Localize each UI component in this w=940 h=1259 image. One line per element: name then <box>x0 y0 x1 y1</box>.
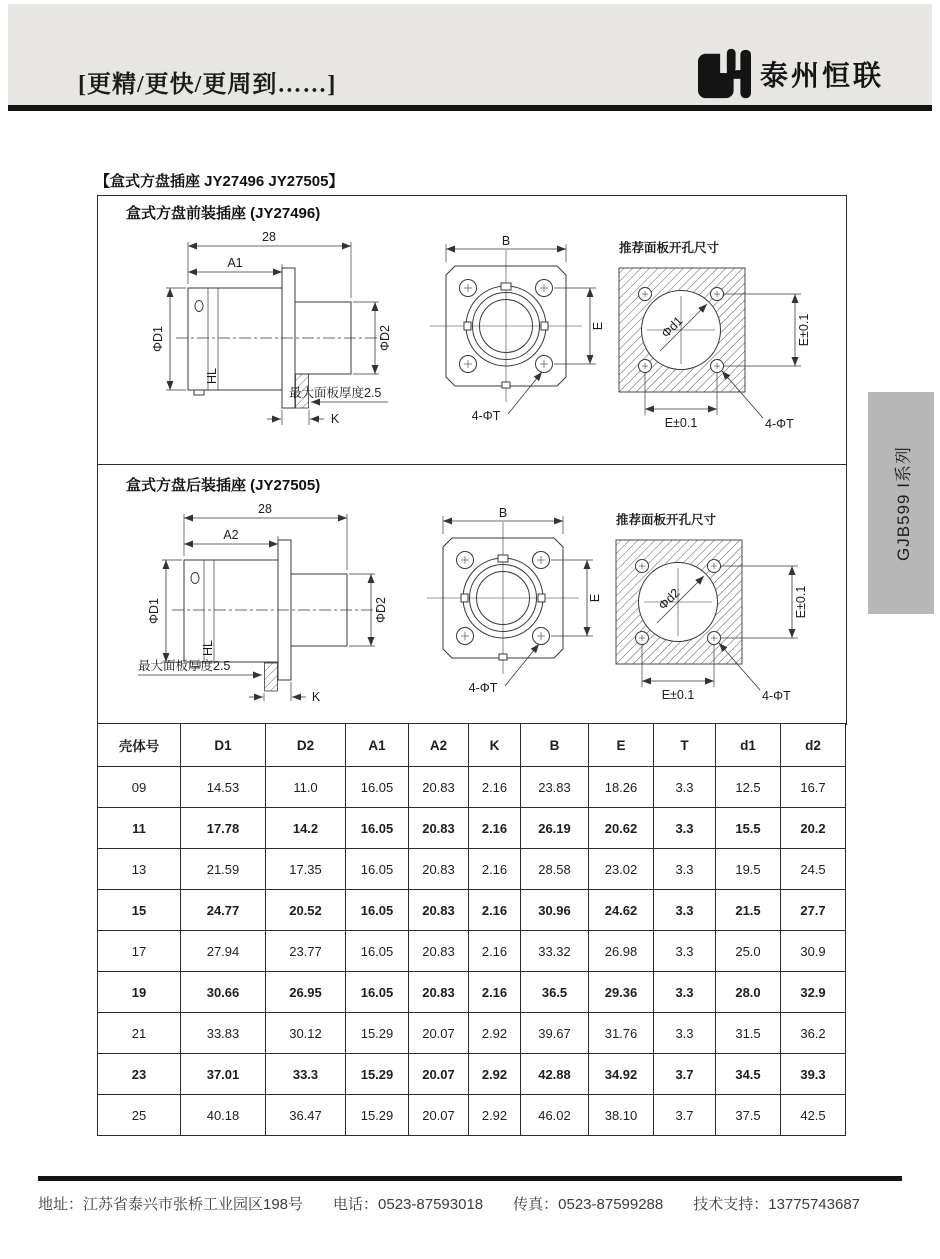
table-cell: 3.7 <box>654 1054 716 1095</box>
front-mount-title: 盒式方盘前装插座 (JY27496) <box>126 205 321 222</box>
dim-label: A2 <box>223 528 239 542</box>
dim-label: K <box>311 690 321 703</box>
table-cell: 21.59 <box>181 849 266 890</box>
table-row <box>98 1013 846 1054</box>
footer-rule <box>38 1176 902 1181</box>
table-cell: 33.32 <box>521 931 589 972</box>
dim-label: 4-ΦT <box>471 409 501 423</box>
hl-mark: HL <box>205 368 219 384</box>
table-cell: 25.0 <box>716 931 781 972</box>
flange-front-view <box>416 236 611 428</box>
table-cell: 18.26 <box>589 767 654 808</box>
dim-label: B <box>501 236 511 248</box>
table-cell: 13 <box>98 849 181 890</box>
table-cell: 42.5 <box>781 1095 846 1136</box>
dim-label: E±0.1 <box>794 585 808 619</box>
table-cell: 19 <box>98 972 181 1013</box>
table-cell: 28.0 <box>716 972 781 1013</box>
table-header-row <box>98 724 846 767</box>
column-header: d2 <box>781 724 846 767</box>
footer-support: 技术支持：13775743687 <box>693 1196 861 1213</box>
table-cell: 24.77 <box>181 890 266 931</box>
table-cell: 15.5 <box>716 808 781 849</box>
header-slogan: [更精/更快/更周到……] <box>78 72 337 98</box>
header-rule <box>8 105 932 111</box>
dim-label: E <box>591 321 605 331</box>
column-header: A1 <box>346 724 409 767</box>
table-cell: 16.05 <box>346 767 409 808</box>
panel-cutout-title: 推荐面板开孔尺寸 <box>616 513 717 527</box>
table-cell: 14.2 <box>266 808 346 849</box>
max-panel-note: 最大面板厚度2.5 <box>138 659 231 673</box>
table-cell: 15.29 <box>346 1095 409 1136</box>
table-cell: 20.83 <box>409 808 469 849</box>
table-cell: 42.88 <box>521 1054 589 1095</box>
section-heading: 【盒式方盘插座 JY27496 JY27505】 <box>95 173 344 190</box>
table-cell: 23.83 <box>521 767 589 808</box>
table-cell: 16.05 <box>346 849 409 890</box>
table-row <box>98 767 846 808</box>
rear-mount-title: 盒式方盘后装插座 (JY27505) <box>126 477 321 494</box>
table-cell: 29.36 <box>589 972 654 1013</box>
table-row <box>98 931 846 972</box>
table-cell: 24.5 <box>781 849 846 890</box>
table-cell: 3.3 <box>654 767 716 808</box>
panel-cutout-title: 推荐面板开孔尺寸 <box>619 241 720 255</box>
dim-label: ΦD1 <box>147 598 161 624</box>
dim-label: B <box>498 508 508 520</box>
footer <box>38 1193 918 1214</box>
table-cell: 2.16 <box>469 767 521 808</box>
table-cell: 20.07 <box>409 1013 469 1054</box>
table-cell: 36.5 <box>521 972 589 1013</box>
table-cell: 3.3 <box>654 931 716 972</box>
dim-label: K <box>330 412 340 426</box>
dim-label: A1 <box>227 256 243 270</box>
lh-logo-icon <box>697 48 751 100</box>
table-cell: 09 <box>98 767 181 808</box>
column-header: B <box>521 724 589 767</box>
table-cell: 28.58 <box>521 849 589 890</box>
table-cell: 20.83 <box>409 767 469 808</box>
table-cell: 15.29 <box>346 1054 409 1095</box>
table-cell: 23 <box>98 1054 181 1095</box>
table-cell: 20.07 <box>409 1095 469 1136</box>
table-cell: 2.92 <box>469 1013 521 1054</box>
table-cell: 33.3 <box>266 1054 346 1095</box>
table-cell: 39.3 <box>781 1054 846 1095</box>
dim-label: Φd1 <box>658 313 686 341</box>
dim-label: 28 <box>258 502 272 516</box>
table-cell: 16.05 <box>346 931 409 972</box>
dim-label: ΦD1 <box>151 326 165 352</box>
page-header <box>8 4 932 105</box>
table-cell: 39.67 <box>521 1013 589 1054</box>
table-row <box>98 849 846 890</box>
dim-label: 4-ΦT <box>765 417 794 431</box>
table-cell: 30.96 <box>521 890 589 931</box>
table-cell: 2.16 <box>469 890 521 931</box>
table-cell: 16.05 <box>346 808 409 849</box>
table-cell: 17 <box>98 931 181 972</box>
footer-phone: 电话：0523-87593018 <box>333 1196 484 1213</box>
table-cell: 23.77 <box>266 931 346 972</box>
dimension-table <box>97 723 846 1136</box>
table-cell: 30.12 <box>266 1013 346 1054</box>
footer-address: 地址：江苏省泰兴市张桥工业园区198号 <box>38 1196 304 1213</box>
table-cell: 15.29 <box>346 1013 409 1054</box>
table-cell: 30.66 <box>181 972 266 1013</box>
column-header: d1 <box>716 724 781 767</box>
side-view-drawing <box>136 226 421 431</box>
table-header <box>98 724 846 767</box>
table-cell: 40.18 <box>181 1095 266 1136</box>
table-cell: 20.83 <box>409 849 469 890</box>
table-cell: 31.76 <box>589 1013 654 1054</box>
table-cell: 38.10 <box>589 1095 654 1136</box>
table-cell: 20.83 <box>409 931 469 972</box>
dim-label: E <box>588 593 602 603</box>
table-cell: 24.62 <box>589 890 654 931</box>
dim-label: E±0.1 <box>664 416 698 430</box>
dim-label: ΦD2 <box>378 325 392 351</box>
table-cell: 27.94 <box>181 931 266 972</box>
table-cell: 20.62 <box>589 808 654 849</box>
side-view-drawing <box>132 498 417 703</box>
column-header: 壳体号 <box>98 724 181 767</box>
table-cell: 25 <box>98 1095 181 1136</box>
table-cell: 30.9 <box>781 931 846 972</box>
table-cell: 20.83 <box>409 972 469 1013</box>
table-row <box>98 1054 846 1095</box>
table-cell: 3.3 <box>654 972 716 1013</box>
table-cell: 14.53 <box>181 767 266 808</box>
table-cell: 21.5 <box>716 890 781 931</box>
table-cell: 20.52 <box>266 890 346 931</box>
dim-label: ΦD2 <box>374 597 388 623</box>
table-cell: 37.5 <box>716 1095 781 1136</box>
table-cell: 16.7 <box>781 767 846 808</box>
table-row <box>98 808 846 849</box>
table-cell: 3.3 <box>654 808 716 849</box>
max-panel-note: 最大面板厚度2.5 <box>289 386 382 400</box>
series-side-tab <box>868 392 934 614</box>
flange-front-view <box>413 508 608 700</box>
table-cell: 19.5 <box>716 849 781 890</box>
column-header: T <box>654 724 716 767</box>
dim-label: Φd2 <box>655 585 683 613</box>
table-cell: 20.07 <box>409 1054 469 1095</box>
table-cell: 27.7 <box>781 890 846 931</box>
table-cell: 3.3 <box>654 890 716 931</box>
table-cell: 11 <box>98 808 181 849</box>
column-header: D2 <box>266 724 346 767</box>
table-cell: 2.16 <box>469 931 521 972</box>
table-cell: 2.16 <box>469 972 521 1013</box>
table-cell: 17.35 <box>266 849 346 890</box>
table-cell: 26.19 <box>521 808 589 849</box>
column-header: E <box>589 724 654 767</box>
drawings-box <box>97 195 847 725</box>
footer-fax: 传真：0523-87599288 <box>513 1196 664 1213</box>
table-cell: 23.02 <box>589 849 654 890</box>
table-row <box>98 890 846 931</box>
brand-name: 泰州恒联 <box>759 60 884 91</box>
hl-mark: HL <box>201 640 215 656</box>
table-cell: 33.83 <box>181 1013 266 1054</box>
column-header: D1 <box>181 724 266 767</box>
table-cell: 37.01 <box>181 1054 266 1095</box>
table-cell: 34.92 <box>589 1054 654 1095</box>
table-cell: 32.9 <box>781 972 846 1013</box>
table-body <box>98 767 846 1136</box>
table-cell: 36.2 <box>781 1013 846 1054</box>
table-cell: 20.83 <box>409 890 469 931</box>
table-cell: 16.05 <box>346 890 409 931</box>
table-cell: 12.5 <box>716 767 781 808</box>
table-row <box>98 972 846 1013</box>
panel-cutout-view <box>600 510 840 720</box>
column-header: A2 <box>409 724 469 767</box>
table-cell: 36.47 <box>266 1095 346 1136</box>
table-cell: 34.5 <box>716 1054 781 1095</box>
table-cell: 17.78 <box>181 808 266 849</box>
table-cell: 2.92 <box>469 1054 521 1095</box>
table-cell: 3.7 <box>654 1095 716 1136</box>
table-cell: 20.2 <box>781 808 846 849</box>
table-cell: 16.05 <box>346 972 409 1013</box>
table-cell: 26.95 <box>266 972 346 1013</box>
dim-label: E±0.1 <box>661 688 695 702</box>
column-header: K <box>469 724 521 767</box>
series-label: GJB599 I系列 <box>893 445 913 561</box>
table-row <box>98 1095 846 1136</box>
table-cell: 2.92 <box>469 1095 521 1136</box>
table-cell: 3.3 <box>654 849 716 890</box>
table-cell: 2.16 <box>469 849 521 890</box>
dim-label: 4-ΦT <box>468 681 498 695</box>
table-cell: 11.0 <box>266 767 346 808</box>
table-cell: 15 <box>98 890 181 931</box>
table-cell: 2.16 <box>469 808 521 849</box>
section-divider <box>98 464 846 465</box>
dim-label: 4-ΦT <box>762 689 791 703</box>
table-cell: 26.98 <box>589 931 654 972</box>
dim-label: E±0.1 <box>797 313 811 347</box>
brand-block <box>697 48 884 100</box>
table-cell: 31.5 <box>716 1013 781 1054</box>
table-cell: 46.02 <box>521 1095 589 1136</box>
table-cell: 3.3 <box>654 1013 716 1054</box>
table-cell: 21 <box>98 1013 181 1054</box>
dim-label: 28 <box>262 230 276 244</box>
panel-cutout-view <box>603 238 843 448</box>
